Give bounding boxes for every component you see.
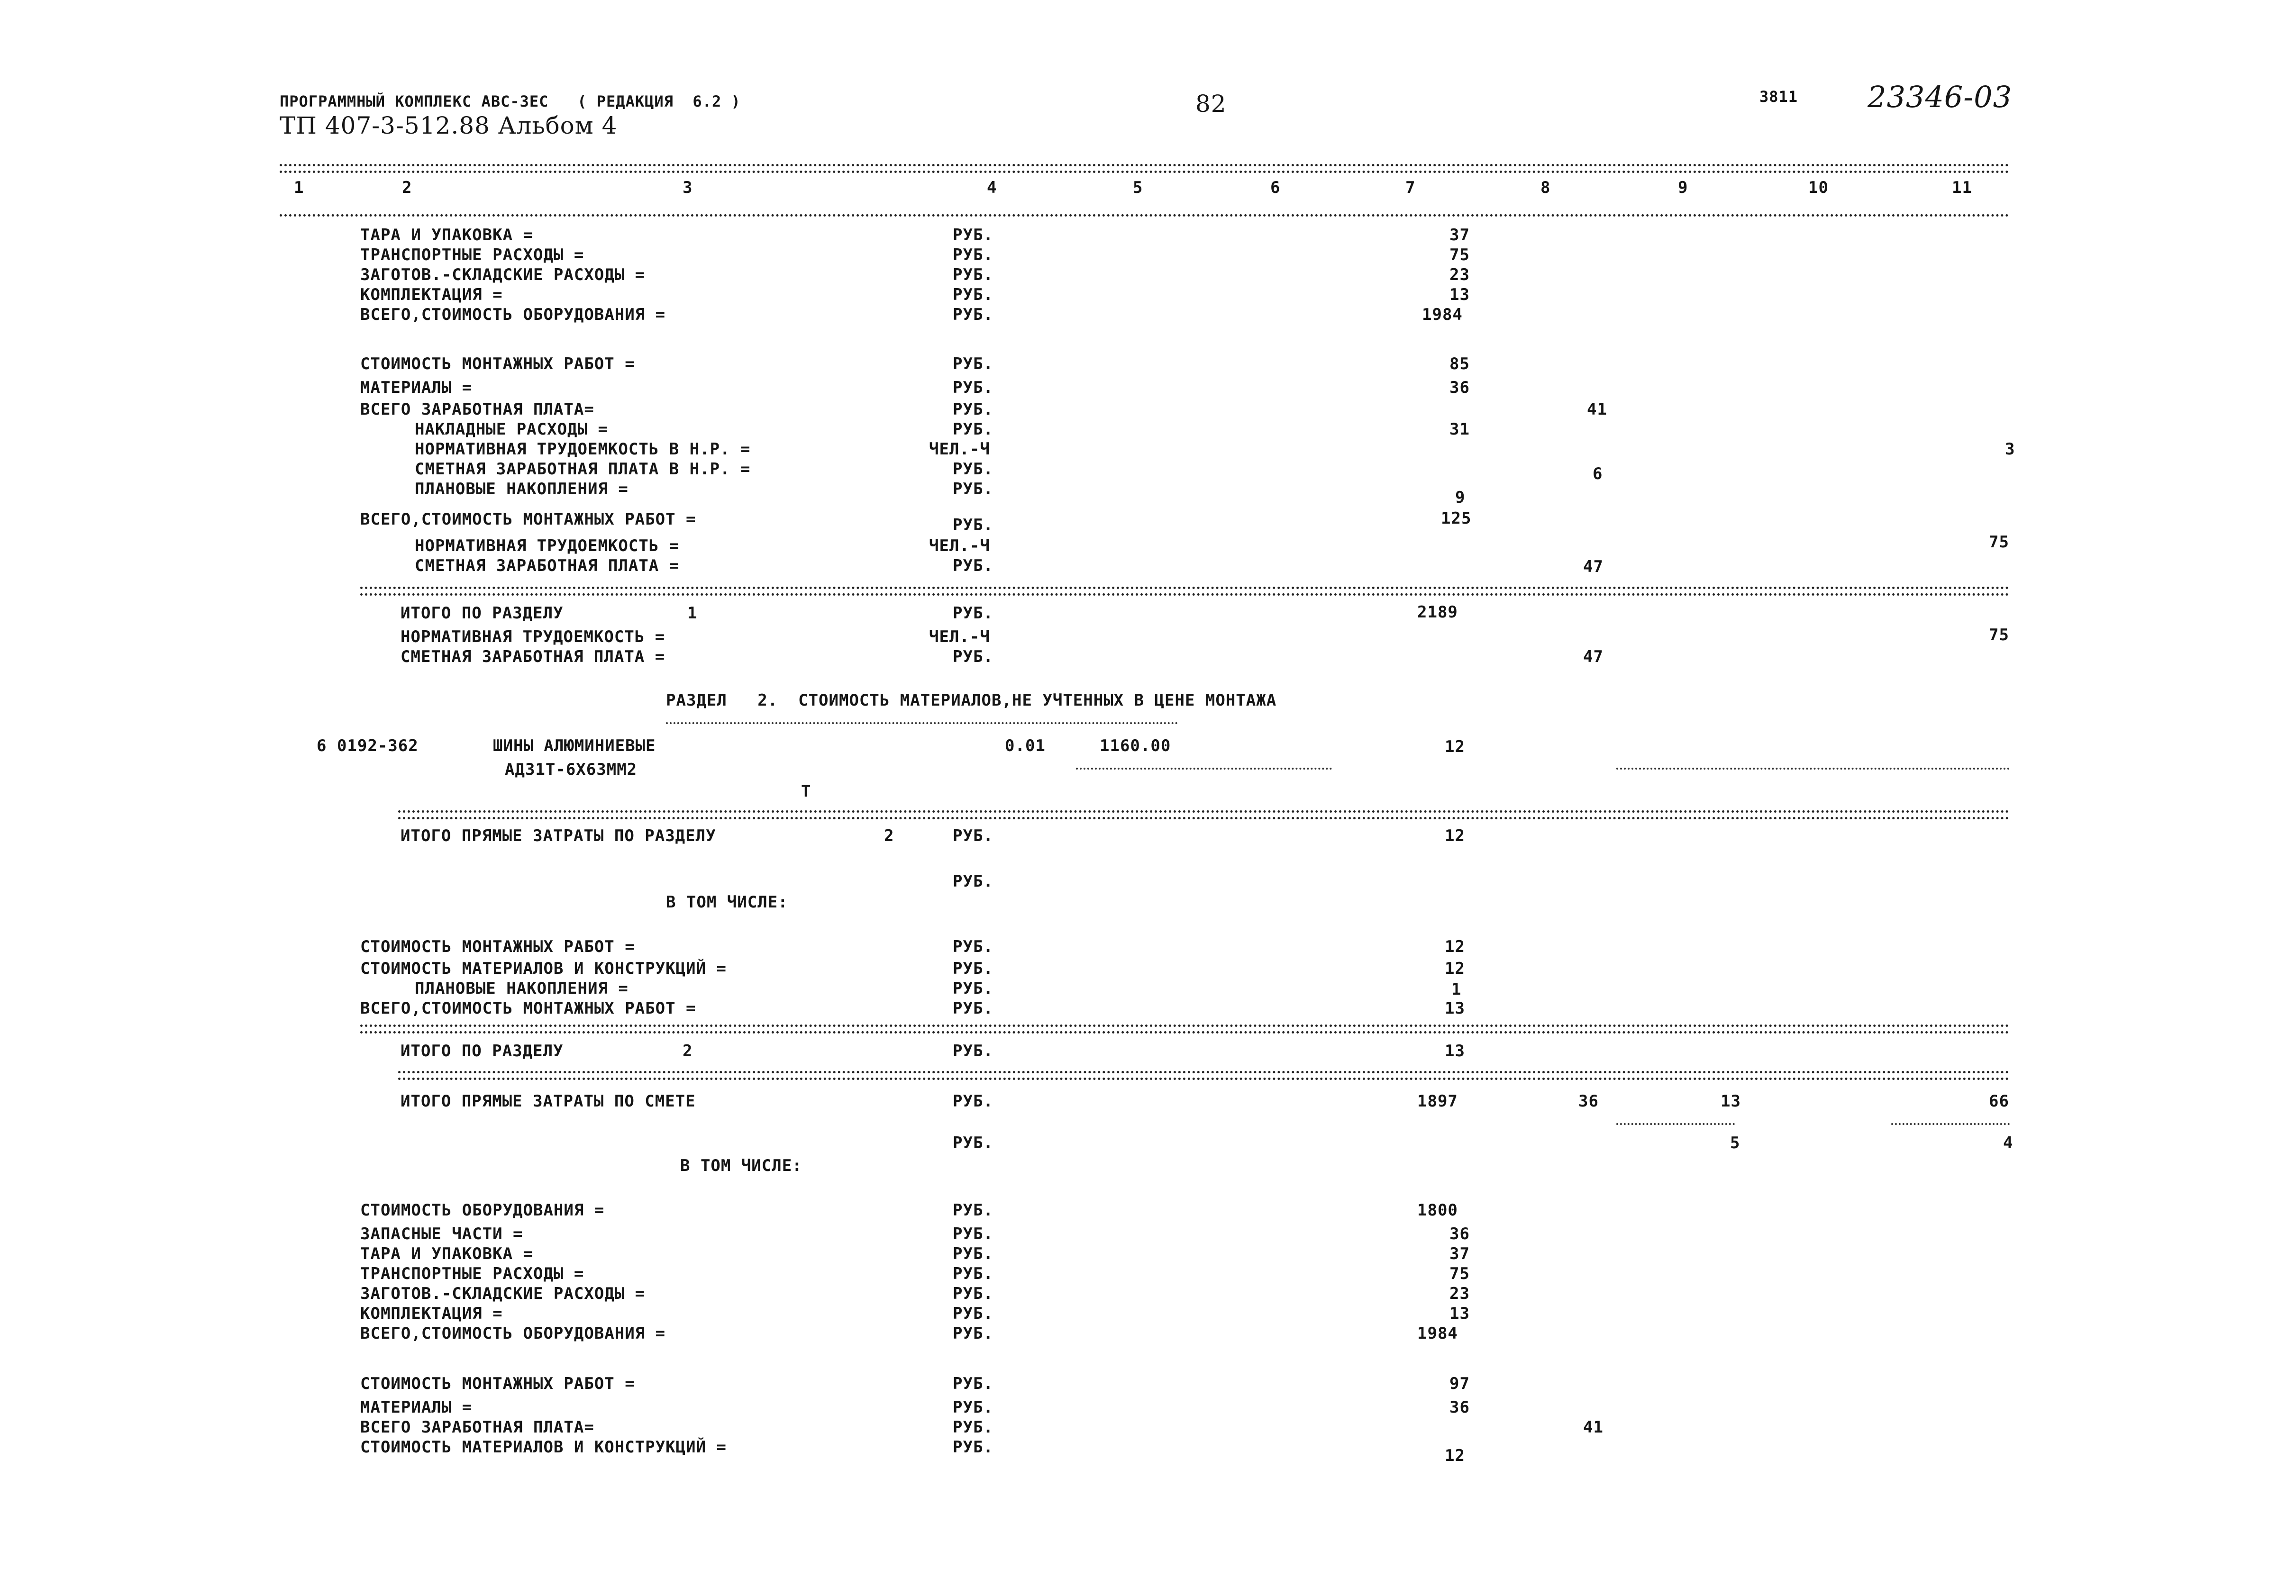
item-qty: 0.01 <box>1005 736 1046 755</box>
row-unit: РУБ. <box>953 1304 993 1323</box>
row-label: ПЛАНОВЫЕ НАКОПЛЕНИЯ = <box>415 979 629 998</box>
section2-title-underline <box>666 722 1178 724</box>
estimate-label: ИТОГО ПРЯМЫЕ ЗАТРАТЫ ПО СМЕТЕ <box>401 1092 696 1111</box>
row-col7: 85 <box>1449 354 1470 373</box>
direct-num: 2 <box>884 826 894 845</box>
program-title: ПРОГРАММНЫЙ КОМПЛЕКС АВС-ЗЕС ( РЕДАКЦИЯ 6.2 ) <box>280 92 741 110</box>
direct-unit: РУБ. <box>953 826 993 845</box>
row-col7: 97 <box>1449 1374 1470 1393</box>
row-unit: РУБ. <box>953 1224 993 1243</box>
row-col7: 1800 <box>1417 1201 1458 1220</box>
row-label: КОМПЛЕКТАЦИЯ = <box>360 285 503 304</box>
col-10: 10 <box>1808 178 1829 197</box>
rule-top <box>280 164 2010 166</box>
row-unit: РУБ. <box>953 556 993 575</box>
rule-section2-direct <box>398 810 2010 813</box>
row-label: СТОИМОСТЬ МОНТАЖНЫХ РАБОТ = <box>360 1374 635 1393</box>
row-col7: 12 <box>1445 937 1465 956</box>
row-col7: 13 <box>1449 285 1470 304</box>
item-unit: Т <box>801 782 811 801</box>
row-unit: РУБ. <box>953 937 993 956</box>
row-col8: 41 <box>1587 400 1607 419</box>
labor-col11: 75 <box>1989 626 2009 644</box>
row-col11: 75 <box>1989 533 2009 552</box>
row-label: ПЛАНОВЫЕ НАКОПЛЕНИЯ = <box>415 480 629 499</box>
item-spec: АД31Т-6Х63ММ2 <box>505 760 638 779</box>
row-col7: 13 <box>1445 999 1465 1018</box>
row-unit: РУБ. <box>953 1418 993 1437</box>
rule-item-sub <box>1076 768 1332 770</box>
wage-col8: 47 <box>1583 647 1604 666</box>
row-col7: 36 <box>1449 1224 1470 1243</box>
rule-section2-total <box>360 1025 2010 1027</box>
row-unit: РУБ. <box>953 245 993 264</box>
wage-unit: РУБ. <box>953 647 993 666</box>
row-label: ЗАГОТОВ.-СКЛАДСКИЕ РАСХОДЫ = <box>360 1284 646 1303</box>
row-col7: 1984 <box>1422 305 1463 324</box>
document-title: ТП 407-3-512.88 Альбом 4 <box>280 112 618 139</box>
rule-section2-total-2 <box>360 1031 2010 1034</box>
row-label: ЗАГОТОВ.-СКЛАДСКИЕ РАСХОДЫ = <box>360 265 646 284</box>
row-label: СТОИМОСТЬ МОНТАЖНЫХ РАБОТ = <box>360 354 635 373</box>
row-label: ВСЕГО,СТОИМОСТЬ МОНТАЖНЫХ РАБОТ = <box>360 510 696 529</box>
row-col7: 31 <box>1449 420 1470 439</box>
row-unit: ЧЕЛ.-Ч <box>929 440 990 459</box>
rule-header-bottom <box>280 214 2010 217</box>
estimate-unit: РУБ. <box>953 1092 993 1111</box>
row-label: НАКЛАДНЫЕ РАСХОДЫ = <box>415 420 608 439</box>
row-col7: 37 <box>1449 226 1470 245</box>
rule-top-2 <box>280 171 2010 173</box>
total-num: 2 <box>683 1042 693 1061</box>
row-unit: РУБ. <box>953 516 993 535</box>
row-label: СМЕТНАЯ ЗАРАБОТНАЯ ПЛАТА В Н.Р. = <box>415 460 751 479</box>
row-col11: 3 <box>2005 440 2015 459</box>
row-unit: РУБ. <box>953 1201 993 1220</box>
row-col7: 75 <box>1449 245 1470 264</box>
row-unit: РУБ. <box>953 305 993 324</box>
item-code: 6 0192-362 <box>317 736 419 755</box>
row-label: ТАРА И УПАКОВКА = <box>360 1244 533 1263</box>
total-label: ИТОГО ПО РАЗДЕЛУ <box>401 1042 564 1061</box>
rule-section2-direct-2 <box>398 817 2010 819</box>
row-col8: 41 <box>1583 1418 1604 1437</box>
row-unit: РУБ. <box>953 460 993 479</box>
row-label: ТРАНСПОРТНЫЕ РАСХОДЫ = <box>360 1264 584 1283</box>
estimate-incl: В ТОМ ЧИСЛЕ: <box>680 1156 802 1175</box>
row-col7: 1 <box>1451 980 1462 999</box>
row-label: МАТЕРИАЛЫ = <box>360 1398 473 1417</box>
rule-estimate-2 <box>398 1078 2010 1080</box>
direct-unit-2: РУБ. <box>953 872 993 891</box>
col-7: 7 <box>1405 178 1416 197</box>
row-col7: 12 <box>1445 1446 1465 1465</box>
row-col7: 12 <box>1445 959 1465 978</box>
row-label: ВСЕГО ЗАРАБОТНАЯ ПЛАТА= <box>360 400 594 419</box>
row-unit: РУБ. <box>953 226 993 245</box>
row-unit: РУБ. <box>953 1284 993 1303</box>
row-unit: РУБ. <box>953 959 993 978</box>
rule-est-sub-2 <box>1891 1123 2010 1125</box>
item-col7: 12 <box>1445 737 1465 756</box>
row-label: СТОИМОСТЬ МОНТАЖНЫХ РАБОТ = <box>360 937 635 956</box>
row-col7: 1984 <box>1417 1324 1458 1343</box>
row-unit: РУБ. <box>953 1264 993 1283</box>
col-11: 11 <box>1952 178 1972 197</box>
estimate-col8: 36 <box>1578 1092 1599 1111</box>
row-label: КОМПЛЕКТАЦИЯ = <box>360 1304 503 1323</box>
row-unit: РУБ. <box>953 1398 993 1417</box>
item-name: ШИНЫ АЛЮМИНИЕВЫЕ <box>493 736 656 755</box>
estimate-col11: 66 <box>1989 1092 2009 1111</box>
row-unit: РУБ. <box>953 1324 993 1343</box>
row-label: СТОИМОСТЬ ОБОРУДОВАНИЯ = <box>360 1201 605 1220</box>
row-label: СТОИМОСТЬ МАТЕРИАЛОВ И КОНСТРУКЦИЙ = <box>360 959 727 978</box>
row-label: СТОИМОСТЬ МАТЕРИАЛОВ И КОНСТРУКЦИЙ = <box>360 1438 727 1457</box>
row-label: ВСЕГО,СТОИМОСТЬ МОНТАЖНЫХ РАБОТ = <box>360 999 696 1018</box>
section2-title: РАЗДЕЛ 2. СТОИМОСТЬ МАТЕРИАЛОВ,НЕ УЧТЕННЫХ В ЦЕНЕ МОНТАЖА <box>666 691 1277 710</box>
labor-label: НОРМАТИВНАЯ ТРУДОЕМКОСТЬ = <box>401 627 665 646</box>
row-col7: 23 <box>1449 265 1470 284</box>
row-label: НОРМАТИВНАЯ ТРУДОЕМКОСТЬ = <box>415 536 680 555</box>
rule-section1-total <box>360 587 2010 589</box>
labor-unit: ЧЕЛ.-Ч <box>929 627 990 646</box>
estimate-col9: 13 <box>1721 1092 1741 1111</box>
row-unit: ЧЕЛ.-Ч <box>929 536 990 555</box>
row-unit: РУБ. <box>953 265 993 284</box>
col-4: 4 <box>987 178 997 197</box>
page-number: 82 <box>1195 90 1227 118</box>
row-unit: РУБ. <box>953 378 993 397</box>
total-label: ИТОГО ПО РАЗДЕЛУ <box>401 604 564 623</box>
sheet-code: 3811 <box>1759 88 1798 106</box>
total-unit: РУБ. <box>953 1042 993 1061</box>
row-col7: 37 <box>1449 1244 1470 1263</box>
row-col7: 36 <box>1449 378 1470 397</box>
row-unit: РУБ. <box>953 1374 993 1393</box>
row-col7: 13 <box>1449 1304 1470 1323</box>
row-unit: РУБ. <box>953 979 993 998</box>
section2-incl: В ТОМ ЧИСЛЕ: <box>666 893 788 912</box>
col-2: 2 <box>402 178 412 197</box>
row-col7: 9 <box>1455 488 1466 507</box>
total-unit: РУБ. <box>953 604 993 623</box>
estimate-col7: 1897 <box>1417 1092 1458 1111</box>
row-col7: 125 <box>1441 509 1472 528</box>
row-label: СМЕТНАЯ ЗАРАБОТНАЯ ПЛАТА = <box>415 556 680 575</box>
rule-section1-total-2 <box>360 593 2010 596</box>
estimate-col9b: 5 <box>1730 1134 1740 1152</box>
total-num: 1 <box>687 604 698 623</box>
row-unit: РУБ. <box>953 354 993 373</box>
rule-estimate <box>398 1071 2010 1073</box>
rule-item-sub-2 <box>1616 768 2010 770</box>
row-label: ВСЕГО,СТОИМОСТЬ ОБОРУДОВАНИЯ = <box>360 305 666 324</box>
col-1: 1 <box>294 178 304 197</box>
col-9: 9 <box>1678 178 1688 197</box>
col-3: 3 <box>683 178 693 197</box>
total-col7: 2189 <box>1417 603 1458 622</box>
row-col8: 6 <box>1593 464 1603 483</box>
row-unit: РУБ. <box>953 420 993 439</box>
rule-est-sub <box>1616 1123 1735 1125</box>
row-col7: 36 <box>1449 1398 1470 1417</box>
wage-label: СМЕТНАЯ ЗАРАБОТНАЯ ПЛАТА = <box>401 647 665 666</box>
row-unit: РУБ. <box>953 400 993 419</box>
row-label: ТРАНСПОРТНЫЕ РАСХОДЫ = <box>360 245 584 264</box>
row-col8: 47 <box>1583 557 1604 576</box>
row-unit: РУБ. <box>953 999 993 1018</box>
row-unit: РУБ. <box>953 1438 993 1457</box>
row-unit: РУБ. <box>953 480 993 499</box>
project-number: 23346-03 <box>1868 80 2013 114</box>
col-6: 6 <box>1270 178 1281 197</box>
col-8: 8 <box>1540 178 1551 197</box>
col-5: 5 <box>1133 178 1143 197</box>
estimate-unit-2: РУБ. <box>953 1134 993 1152</box>
item-price: 1160.00 <box>1100 736 1171 755</box>
row-label: ЗАПАСНЫЕ ЧАСТИ = <box>360 1224 523 1243</box>
row-col7: 23 <box>1449 1284 1470 1303</box>
row-label: МАТЕРИАЛЫ = <box>360 378 473 397</box>
direct-label: ИТОГО ПРЯМЫЕ ЗАТРАТЫ ПО РАЗДЕЛУ <box>401 826 716 845</box>
total-col7: 13 <box>1445 1042 1465 1061</box>
row-label: НОРМАТИВНАЯ ТРУДОЕМКОСТЬ В Н.Р. = <box>415 440 751 459</box>
row-unit: РУБ. <box>953 285 993 304</box>
row-label: ВСЕГО ЗАРАБОТНАЯ ПЛАТА= <box>360 1418 594 1437</box>
estimate-col11b: 4 <box>2003 1134 2014 1152</box>
row-label: ВСЕГО,СТОИМОСТЬ ОБОРУДОВАНИЯ = <box>360 1324 666 1343</box>
row-label: ТАРА И УПАКОВКА = <box>360 226 533 245</box>
row-col7: 75 <box>1449 1264 1470 1283</box>
direct-col7: 12 <box>1445 826 1465 845</box>
row-unit: РУБ. <box>953 1244 993 1263</box>
